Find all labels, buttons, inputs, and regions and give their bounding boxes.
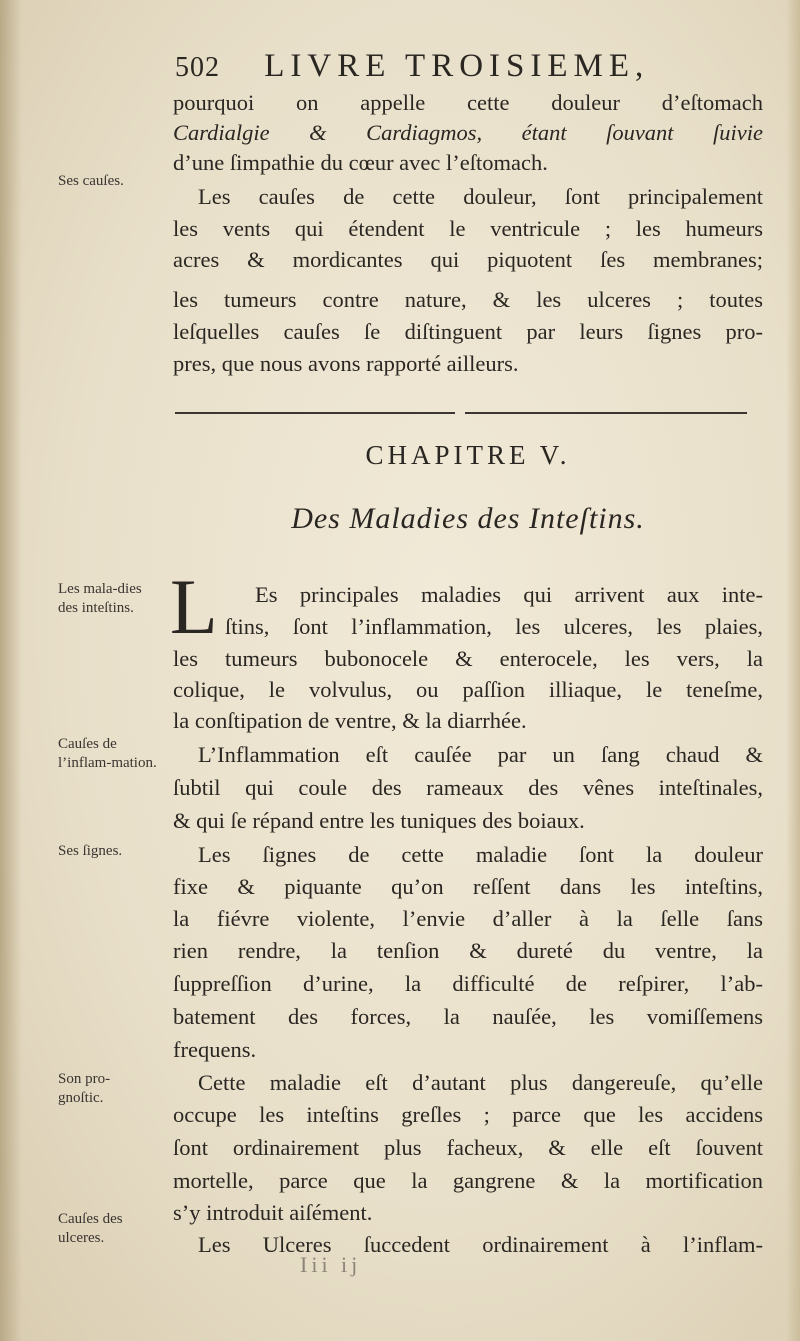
text-line: fixe & piquante qu’on reſſent dans les inteſtins, bbox=[173, 874, 763, 899]
text-line: & qui ſe répand entre les tuniques des boiaux. bbox=[173, 808, 585, 833]
margin-note: Ses cauſes. bbox=[58, 173, 124, 189]
margin-note: Les mala-dies des inteſtins. bbox=[58, 581, 142, 616]
text-line: batement des forces, la nauſée, les vomiſſemens bbox=[173, 1004, 763, 1029]
margin-note: Cauſes des ulceres. bbox=[58, 1211, 123, 1246]
text-line: les vents qui étendent le ventricule ; les humeurs bbox=[173, 216, 763, 241]
text-line: ſont ordinairement plus facheux, & elle eſt ſouvent bbox=[173, 1135, 763, 1160]
text-line: Cette maladie eſt d’autant plus dangereuſe, qu’elle bbox=[198, 1070, 763, 1095]
text-line: ſubtil qui coule des rameaux des vênes inteſtinales, bbox=[173, 775, 763, 800]
text-line: L’Inflammation eſt cauſée par un ſang chaud & bbox=[198, 742, 763, 767]
drop-capital: L bbox=[170, 563, 218, 650]
text-line: rien rendre, la tenſion & dureté du ventre, la bbox=[173, 938, 763, 963]
page-edge-shadow bbox=[786, 0, 800, 1341]
text-line: les tumeurs bubonocele & enterocele, les vers, la bbox=[173, 646, 763, 671]
text-line: Les ſignes de cette maladie ſont la douleur bbox=[198, 842, 763, 867]
text-line: la fiévre violente, l’envie d’aller à la ſelle ſans bbox=[173, 906, 763, 931]
margin-note: Cauſes de l’inflam-mation. bbox=[58, 736, 157, 771]
text-line: d’une ſimpathie du cœur avec l’eſtomach. bbox=[173, 150, 548, 175]
margin-note: Ses ſignes. bbox=[58, 843, 123, 859]
text-line: ſtins, ſont l’inflammation, les ulceres, les plaies, bbox=[225, 614, 763, 639]
text-line: la conſtipation de ventre, & la diarrhée. bbox=[173, 708, 527, 733]
separator-rule bbox=[175, 412, 455, 414]
text-line: pourquoi on appelle cette douleur d’eſtomach bbox=[173, 90, 763, 115]
running-header bbox=[175, 48, 745, 88]
separator-rule bbox=[465, 412, 747, 414]
text-line: ſuppreſſion d’urine, la difficulté de reſpirer, l’ab- bbox=[173, 971, 763, 996]
chapter-heading: CHAPITRE V. bbox=[365, 440, 571, 470]
running-title: LIVRE TROISIEME, bbox=[264, 48, 650, 84]
text-line: acres & mordicantes qui piquotent ſes membranes; bbox=[173, 247, 763, 272]
text-line: s’y introduit aiſément. bbox=[173, 1200, 373, 1225]
signature-mark: Iii ij bbox=[300, 1252, 362, 1277]
text-line: Les cauſes de cette douleur, ſont principalement bbox=[198, 184, 763, 209]
text-line: occupe les inteſtins greſles ; parce que les accidens bbox=[173, 1102, 763, 1127]
text-line: frequens. bbox=[173, 1037, 257, 1062]
text-line: Les Ulceres ſuccedent ordinairement à l’inflam- bbox=[198, 1232, 763, 1257]
gutter-shadow bbox=[0, 0, 22, 1341]
text-line: Cardialgie & Cardiagmos, étant ſouvant ſuivie bbox=[173, 120, 763, 145]
text-line: colique, le volvulus, ou paſſion illiaque, le teneſme, bbox=[173, 677, 763, 702]
text-line: leſquelles cauſes ſe diſtinguent par leurs ſignes pro- bbox=[173, 319, 763, 344]
page-number: 502 bbox=[175, 52, 220, 83]
text-line: mortelle, parce que la gangrene & la mortification bbox=[173, 1168, 763, 1193]
text-line: les tumeurs contre nature, & les ulceres ; toutes bbox=[173, 287, 763, 312]
chapter-subtitle: Des Maladies des Inteſtins. bbox=[291, 502, 645, 535]
margin-note: Son pro-gnoſtic. bbox=[58, 1071, 111, 1106]
text-line: pres, que nous avons rapporté ailleurs. bbox=[173, 351, 519, 376]
text-line: Es principales maladies qui arrivent aux inte- bbox=[255, 582, 763, 607]
